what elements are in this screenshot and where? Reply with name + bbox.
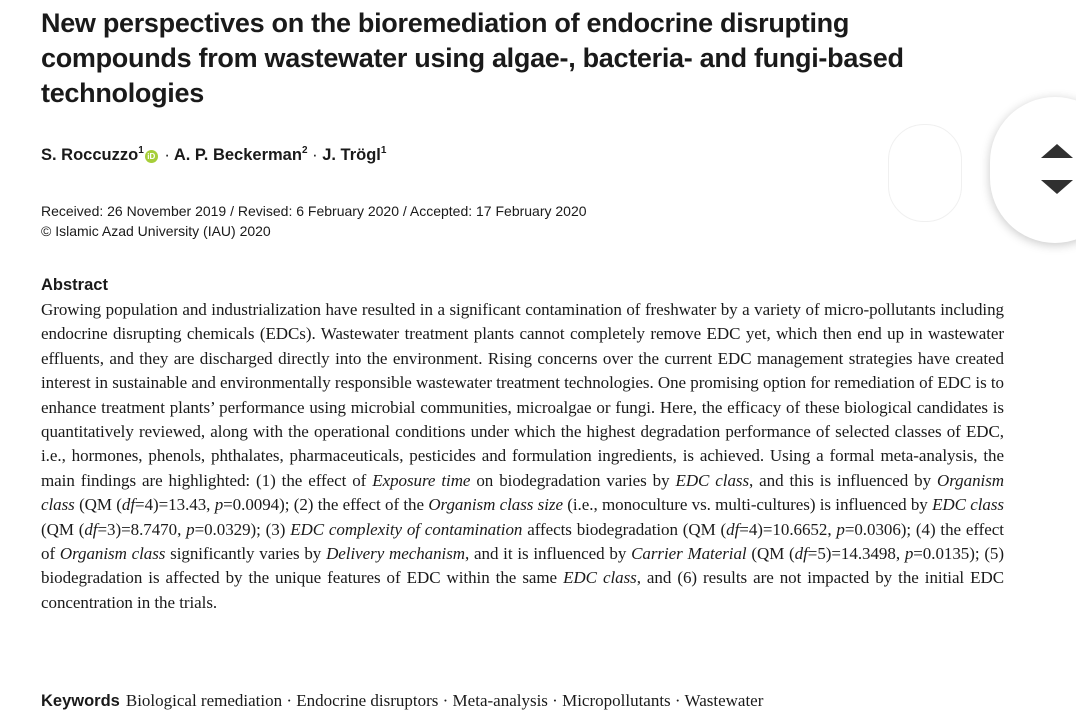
author-separator: · — [164, 146, 170, 164]
affiliation-marker: 2 — [301, 145, 308, 156]
author-separator: · — [312, 146, 318, 164]
abstract-heading: Abstract — [41, 276, 108, 294]
author-name[interactable]: A. P. Beckerman — [173, 146, 302, 164]
author-name[interactable]: S. Roccuzzo — [41, 146, 139, 164]
affiliation-marker: 1 — [380, 145, 387, 156]
scroll-ghost-overlay — [888, 124, 962, 222]
keywords-list: Biological remediation · Endocrine disruptors · Meta-analysis · Micropollutants · Wastewater — [125, 691, 764, 710]
author-name[interactable]: J. Trögl — [322, 146, 381, 164]
paper-title: New perspectives on the bioremediation of endocrine disrupting compounds from wastewater using algae-, bacteria- and fungi-based technologies — [41, 8, 904, 108]
chevron-up-icon[interactable] — [1041, 144, 1073, 158]
abstract-text: Growing population and industrialization have resulted in a significant contamination of freshwater by a variety of micro-pollutants including endocrine disrupting chemicals (EDCs). Wastewater treatment plants cannot completely remove EDC yet, which then end up in wastewater effluents, and they are discharged directly into the environment. Rising concerns over the current EDC management strategies have created interest in sustainable and environmentally responsible wastewater treatment technologies. One promising option for remediation of EDC is to enhance treatment plants’ performance using microbial communities, microalgae or fungi. Here, the efficacy of these biological candidates is quantitatively reviewed, along with the operational conditions under which the highest degradation performance of selected classes of EDC, i.e., hormones, phenols, phthalates, pharmaceuticals, pesticides and formulation ingredients, is achieved. Using a formal meta-analysis, the main findings are highlighted: (1) the effect of Exposure time on biodegradation varies by EDC class, and this is influenced by Organism class (QM (df=4)=13.43, p=0.0094); (2) the effect of the Organism class size (i.e., monoculture vs. multi-cultures) is influenced by EDC class (QM (df=3)=8.7470, p=0.0329); (3) EDC complexity of contamination affects biodegradation (QM (df=4)=10.6652, p=0.0306); (4) the effect of Organism class significantly varies by Delivery mechanism, and it is influenced by Carrier Material (QM (df=5)=14.3498, p=0.0135); (5) biodegradation is affected by the unique features of EDC within the same EDC class, and (6) results are not impacted by the initial EDC concentration in the trials. — [41, 300, 1004, 612]
author-list — [41, 144, 386, 166]
orcid-icon[interactable]: iD — [145, 150, 158, 163]
publication-meta — [41, 201, 587, 241]
copyright-notice: © Islamic Azad University (IAU) 2020 — [41, 223, 271, 239]
article-dates: Received: 26 November 2019 / Revised: 6 February 2020 / Accepted: 17 February 2020 — [41, 203, 587, 219]
keywords — [41, 689, 763, 713]
chevron-down-icon[interactable] — [1041, 180, 1073, 194]
page-navigation-widget — [990, 97, 1076, 243]
affiliation-marker: 1 — [138, 145, 144, 156]
keywords-label: Keywords — [41, 692, 120, 710]
